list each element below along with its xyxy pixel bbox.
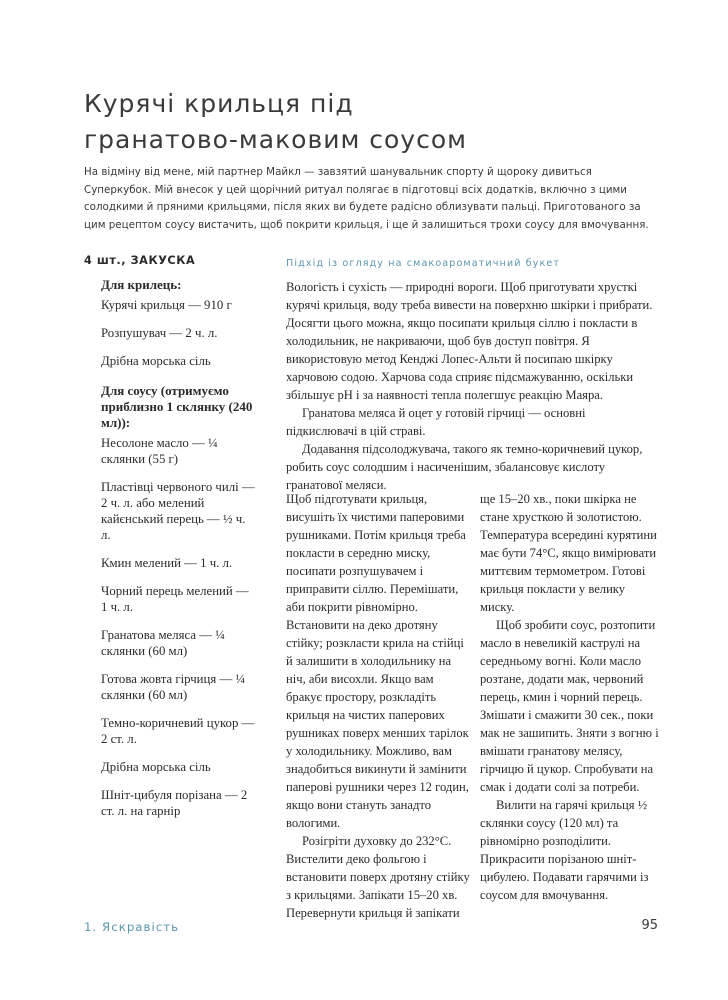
ingredient-item: Несолоне масло — ¼ склянки (55 г)	[101, 436, 218, 466]
ingredients-sauce	[101, 383, 256, 829]
ingredients-heading: Для крилець:	[101, 277, 182, 292]
title-line-2: гранатово-маковим соусом	[84, 125, 467, 154]
page-number: 95	[641, 918, 658, 933]
ingredients-heading: Для соусу (отримуємо приблизно 1 склянку (240 мл)):	[101, 383, 253, 430]
intro-paragraph: На відміну від мене, мій партнер Майкл — завзятий шанувальник спорту й щороку дивиться Суперкубок. Мій внесок у цей щорічний ритуал полягає в підготовці всіх додатків, включно з цими солодкими й пряними крильцями, після яких ви будете радісно облизувати пальці. Приготованого за цим рецептом соусу вистачить, щоб покрити крильця, і ще й залишиться трохи соусу для вмочування.	[84, 166, 649, 231]
flavor-approach-text	[286, 278, 660, 494]
section-label: Підхід із огляду на смакоароматичний букет	[286, 258, 561, 269]
servings-label: 4 шт., ЗАКУСКА	[84, 254, 196, 267]
method-column-1	[286, 490, 472, 922]
page-title	[84, 86, 644, 158]
method-column-2	[480, 490, 660, 904]
ingredient-item: Розпушувач — 2 ч. л.	[101, 326, 218, 340]
paragraph: Розігріти духовку до 232°С. Вистелити деко фольгою і встановити поверх дротяну стійку з крильцями. Запікати 15–20 хв. Перевернути крильця й запікати	[286, 834, 470, 920]
ingredient-item: Готова жовта гірчиця — ¼ склянки (60 мл)	[101, 672, 246, 702]
ingredient-item: Дрібна морська сіль	[101, 354, 211, 368]
paragraph: Щоб зробити соус, розтопити масло в невеликій каструлі на середньому вогні. Коли масло розтане, додати мак, червоний перець, кмин і чорний перець. Змішати і смажити 30 сек., поки мак не зашипить. Зняти з вогню і вмішати гранатову мелясу, гірчицю й цукор. Спробувати на смак і додати солі за потреби.	[480, 618, 659, 794]
paragraph: Щоб підготувати крильця, висушіть їх чистими паперовими рушниками. Потім крильця треба покласти в середню миску, посипати розпушувачем і приправити сіллю. Перемішати, аби покрити рівномірно. Встановити на деко дротяну стійку; розкласти крила на стійці й залишити в холодильнику на ніч, аби висохли. Якщо вам бракує простору, розкладіть крильця на чистих паперових рушниках поверх менших тарілок у холодильнику. Можливо, вам знадобиться викинути й замінити паперові рушники через 12 годин, якщо вони стануть занадто вологими.	[286, 492, 469, 830]
ingredient-item: Шніт-цибуля порізана — 2 ст. л. на гарнір	[101, 788, 248, 818]
ingredients-column	[84, 254, 256, 829]
paragraph: Гранатова меляса й оцет у готовій гірчиці — основні підкислювачі в цій страві.	[286, 406, 586, 438]
ingredient-item: Кмин мелений — 1 ч. л.	[101, 556, 233, 570]
paragraph: Вологість і сухість — природні вороги. Щоб приготувати хрусткі курячі крильця, воду треба вивести на поверхню шкірки і прибрати. Досягти цього можна, якщо посипати крильця сіллю і покласти в холодильник, не накриваючи, щоб був доступ повітря. Я використовую метод Кенджі Лопес-Альти й посипаю шкірку харчовою содою. Харчова сода сприяє підсмажуванню, оскільки збільшує pH і за наявності тепла полегшує реакцію Маяра.	[286, 280, 653, 402]
paragraph: ще 15–20 хв., поки шкірка не стане хрусткою й золотистою. Температура всередині курятини має бути 74°С, якщо вимірювати миттєвим термометром. Готові крильця покласти у велику миску.	[480, 492, 657, 614]
paragraph: Додавання підсолоджувача, такого як темно-коричневий цукор, робить соус солодшим і насиченішим, збалансовує кислоту гранатової меляси.	[286, 442, 643, 492]
ingredient-item: Чорний перець мелений — 1 ч. л.	[101, 584, 249, 614]
ingredients-wings	[101, 277, 256, 379]
ingredient-item: Дрібна морська сіль	[101, 760, 211, 774]
ingredient-item: Темно-коричневий цукор — 2 ст. л.	[101, 716, 255, 746]
ingredient-item: Курячі крильця — 910 г	[101, 298, 232, 312]
paragraph: Вилити на гарячі крильця ½ склянки соусу (120 мл) та рівномірно розподілити. Прикрасити порізаною шніт-цибулею. Подавати гарячими із соусом для вмочування.	[480, 798, 649, 902]
ingredient-item: Пластівці червоного чилі — 2 ч. л. або мелений кайєнський перець — ½ ч. л.	[101, 480, 255, 542]
ingredient-item: Гранатова меляса — ¼ склянки (60 мл)	[101, 628, 225, 658]
title-line-1: Курячі крильця під	[84, 89, 354, 118]
footer-section-title: 1. Яскравість	[84, 920, 180, 934]
